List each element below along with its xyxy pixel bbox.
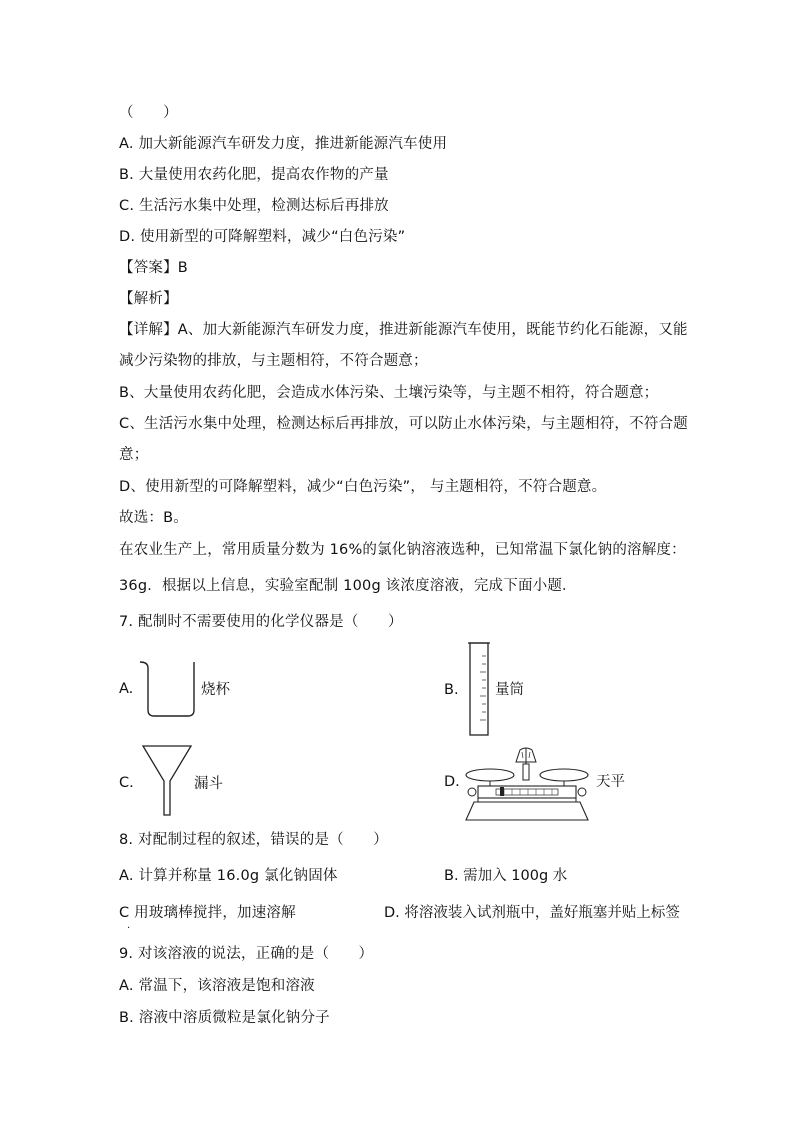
q8-stray-mark: . (127, 920, 131, 931)
q8-option-b: B. 需加入 100g 水 (444, 868, 568, 884)
funnel-icon (142, 745, 192, 817)
q7-option-b-letter: B. (444, 682, 459, 698)
q6-choice: 故选：B。 (119, 510, 188, 526)
q6-option-b: B. 大量使用农药化肥，提高农作物的产量 (119, 167, 389, 183)
q6-detail-line-1: 【详解】A、加大新能源汽车研发力度，推进新能源汽车使用，既能节约化石能源，又能 (119, 322, 688, 338)
q9-option-b: B. 溶液中溶质微粒是氯化钠分子 (119, 1010, 330, 1026)
q8-stem: 8. 对配制过程的叙述，错误的是（ ） (119, 832, 388, 848)
q9-option-a: A. 常温下，该溶液是饱和溶液 (119, 978, 315, 994)
q6-detail-line-3: B、大量使用农药化肥，会造成水体污染、土壤污染等，与主题不相符，符合题意； (119, 385, 659, 401)
q8-option-c: C 用玻璃棒搅拌，加速溶解 (119, 905, 296, 921)
q6-option-c: C. 生活污水集中处理，检测达标后再排放 (119, 198, 389, 214)
q7-option-b-name: 量筒 (495, 682, 524, 698)
q8-option-a: A. 计算并称量 16.0g 氯化钠固体 (119, 868, 338, 884)
intro-line-2: 36g．根据以上信息，实验室配制 100g 该浓度溶液，完成下面小题． (119, 578, 577, 594)
q7-option-d-letter: D. (444, 774, 460, 790)
q7-stem: 7. 配制时不需要使用的化学仪器是（ ） (119, 614, 403, 630)
q6-option-a: A. 加大新能源汽车研发力度，推进新能源汽车使用 (119, 136, 448, 152)
q7-option-a-letter: A. (119, 681, 134, 697)
q6-detail-line-4: C、生活污水集中处理，检测达标后再排放，可以防止水体污染，与主题相符，不符合题 (119, 416, 688, 432)
graduated-cylinder-icon (466, 642, 494, 738)
q8-option-d: D. 将溶液装入试剂瓶中，盖好瓶塞并贴上标签 (384, 905, 680, 921)
q6-detail-line-5: 意； (119, 447, 149, 463)
q6-analysis-title: 【解析】 (119, 291, 178, 307)
q6-detail-line-2: 减少污染物的排放，与主题相符，不符合题意； (119, 353, 428, 369)
q7-option-d-name: 天平 (596, 774, 625, 790)
q6-bracket: （ ） (119, 105, 178, 121)
q7-option-c-letter: C. (119, 775, 134, 791)
balance-scale-icon (460, 740, 594, 822)
q6-detail-line-6: D、使用新型的可降解塑料，减少“白色污染”， 与主题相符，不符合题意。 (119, 479, 607, 495)
intro-line-1: 在农业生产上，常用质量分数为 16%的氯化钠溶液选种，已知常温下氯化钠的溶解度： (119, 542, 686, 558)
q6-option-d: D. 使用新型的可降解塑料，减少“白色污染” (119, 229, 406, 245)
beaker-icon (138, 660, 198, 720)
q7-option-a-name: 烧杯 (201, 682, 230, 698)
q6-answer: 【答案】B (119, 260, 188, 276)
q9-stem: 9. 对该溶液的说法，正确的是（ ） (119, 946, 374, 962)
q7-option-c-name: 漏斗 (194, 776, 223, 792)
